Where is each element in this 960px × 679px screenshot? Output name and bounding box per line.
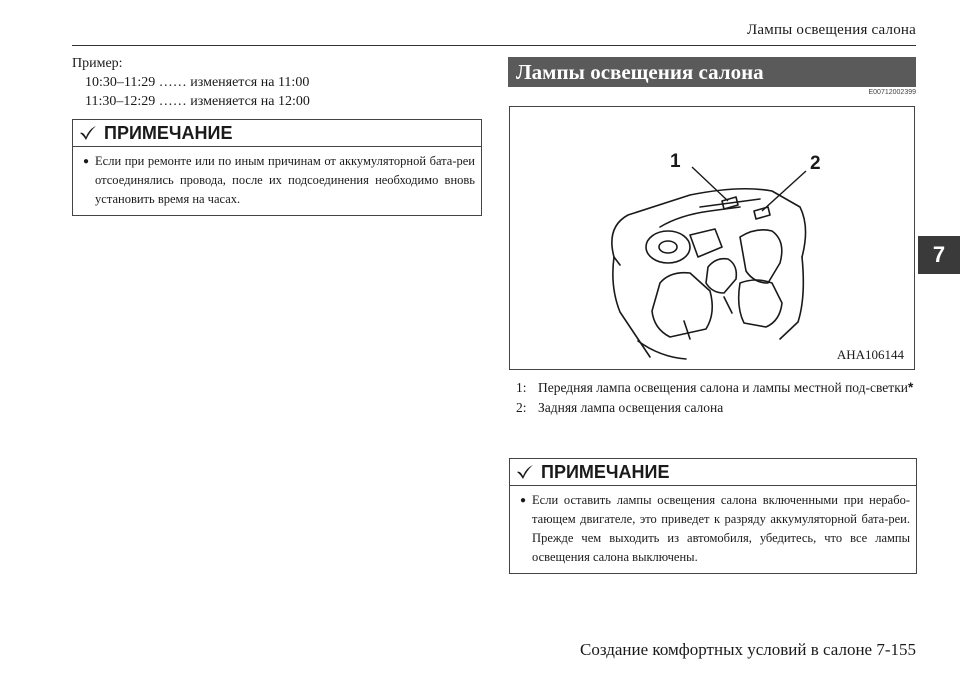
example-line-1: 10:30–11:29 …… изменяется на 11:00 xyxy=(85,75,310,90)
note-box-lamps xyxy=(509,458,917,574)
note-heading xyxy=(73,120,481,147)
car-interior-illustration xyxy=(510,107,916,371)
asterisk-mark: * xyxy=(907,380,914,395)
interior-lamps-figure xyxy=(509,106,915,370)
figure-legend xyxy=(516,378,914,418)
callout-2: 2 xyxy=(810,153,821,174)
note-heading-label: ПРИМЕЧАНИЕ xyxy=(104,122,233,143)
page-header-title: Лампы освещения салона xyxy=(747,22,916,38)
note-text: Если при ремонте или по иным причинам от аккумуляторной бата-реи отсоединялись провода, после их подсоединения необходимо вновь установить время на часах. xyxy=(95,154,475,206)
legend-item xyxy=(516,378,914,398)
legend-item xyxy=(516,398,914,418)
time-rounding-example xyxy=(72,54,310,111)
example-line-2: 11:30–12:29 …… изменяется на 12:00 xyxy=(85,94,310,109)
page-footer: Создание комфортных условий в салоне 7-155 xyxy=(579,640,916,659)
note-box-clock xyxy=(72,119,482,216)
note-text: Если оставить лампы освещения салона включенными при нерабо-тающем двигателе, это приведет к разряду аккумуляторной бата-реи. Прежде чем выходить из автомобиля, убедитесь, что все лампы освещения салона выключены. xyxy=(532,493,910,564)
legend-text: Задняя лампа освещения салона xyxy=(538,400,724,415)
legend-text: Передняя лампа освещения салона и лампы местной под-светки xyxy=(538,380,908,395)
checkmark-icon xyxy=(78,124,98,142)
note-heading-label: ПРИМЕЧАНИЕ xyxy=(541,461,670,482)
example-title: Пример: xyxy=(72,56,123,71)
bullet-icon: ● xyxy=(520,495,527,506)
bullet-icon: ● xyxy=(83,156,90,167)
checkmark-icon xyxy=(515,463,535,481)
callout-1: 1 xyxy=(670,151,681,172)
legend-number: 1: xyxy=(516,380,527,395)
note-heading xyxy=(510,459,916,486)
section-title-bar: Лампы освещения салона xyxy=(508,57,916,87)
legend-number: 2: xyxy=(516,400,527,415)
header-divider xyxy=(72,45,916,46)
figure-code: AHA106144 xyxy=(836,347,904,362)
chapter-tab[interactable]: 7 xyxy=(918,236,960,274)
section-code: E00712002399 xyxy=(868,89,916,96)
